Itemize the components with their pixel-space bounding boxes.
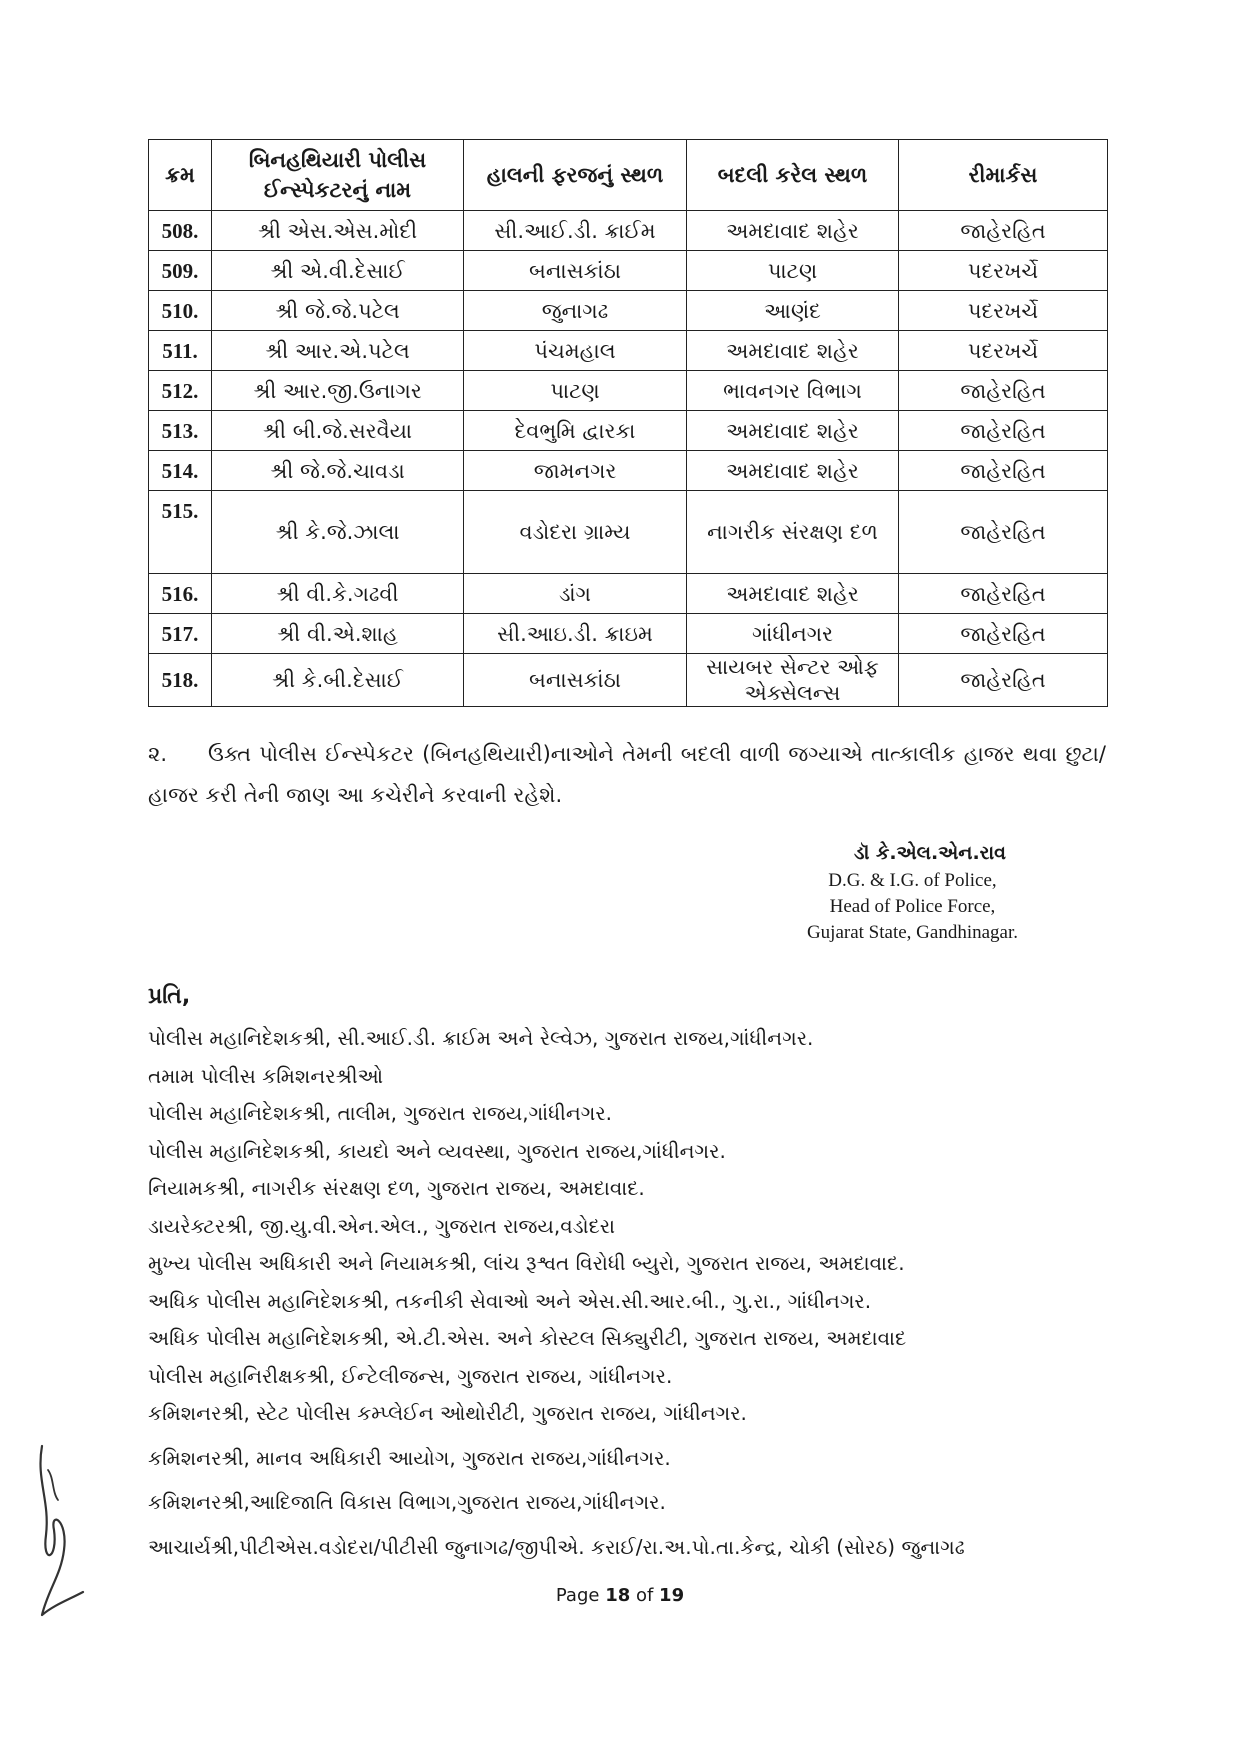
paragraph-text: ઉક્ત પોલીસ ઈન્સ્પેકટર (બિનહથિયારી)નાઓને તેમની બદલી વાળી જગ્યાએ તાત્કાલીક હાજર થવા છુટા/હાજર કરી તેની જાણ આ કચેરીને કરવાની રહેશે. <box>148 742 1106 807</box>
cell-current: જુનાગઢ <box>464 291 687 331</box>
header-transferred-to: બદલી કરેલ સ્થળ <box>687 140 899 211</box>
page-of-label: of <box>630 1585 660 1606</box>
table-row <box>149 411 1108 451</box>
table-row <box>149 491 1108 574</box>
list-item: પોલીસ મહાનિદેશકશ્રી, કાયદો અને વ્યવસ્થા, ગુજરાત રાજય,ગાંધીનગર. <box>148 1138 726 1163</box>
cell-transfer: ભાવનગર વિભાગ <box>687 371 899 411</box>
cell-current: ડાંગ <box>464 574 687 614</box>
signatory-name: ડૉ કે.એલ.એન.રાવ <box>854 842 1006 864</box>
table-row <box>149 291 1108 331</box>
cell-remarks: પદરખર્ચે <box>899 331 1108 371</box>
distribution-heading: પ્રતિ, <box>148 984 191 1009</box>
cell-remarks: પદરખર્ચે <box>899 251 1108 291</box>
cell-remarks: જાહેરહિત <box>899 574 1108 614</box>
cell-current: દેવભુમિ દ્વારકા <box>464 411 687 451</box>
cell-current: સી.આઈ.ડી. ક્રાઈમ <box>464 211 687 251</box>
cell-name: શ્રી એ.વી.દેસાઈ <box>212 251 464 291</box>
cell-remarks: જાહેરહિત <box>899 654 1108 707</box>
cell-transfer: પાટણ <box>687 251 899 291</box>
cell-remarks: પદરખર્ચે <box>899 291 1108 331</box>
cell-name: શ્રી જે.જે.ચાવડા <box>212 451 464 491</box>
table-row <box>149 614 1108 654</box>
cell-current: બનાસકાંઠા <box>464 654 687 707</box>
paragraph-number: ૨. <box>148 742 168 766</box>
cell-name: શ્રી કે.જે.ઝાલા <box>212 491 464 574</box>
cell-name: શ્રી વી.એ.શાહ <box>212 614 464 654</box>
cell-serial: 508. <box>149 211 212 251</box>
cell-transfer: સાયબર સેન્ટર ઓફ એક્સેલન્સ <box>687 654 899 707</box>
page-label: Page <box>555 1585 606 1606</box>
cell-transfer: અમદાવાદ શહેર <box>687 451 899 491</box>
cell-name: શ્રી આર.એ.પટેલ <box>212 331 464 371</box>
table-header-row <box>149 140 1108 211</box>
list-item: કમિશનરશ્રી, માનવ અધિકારી આયોગ, ગુજરાત રાજય,ગાંધીનગર. <box>148 1445 671 1470</box>
transfer-table <box>148 139 1108 707</box>
cell-transfer: નાગરીક સંરક્ષણ દળ <box>687 491 899 574</box>
cell-current: સી.આઇ.ડી. ક્રાઇમ <box>464 614 687 654</box>
cell-remarks: જાહેરહિત <box>899 211 1108 251</box>
list-item: મુખ્ય પોલીસ અધિકારી અને નિયામકશ્રી, લાંચ રૂશ્વત વિરોધી બ્યુરો, ગુજરાત રાજય, અમદાવાદ. <box>148 1251 905 1275</box>
distribution-list <box>148 1020 1118 1566</box>
list-item: ડાયરેક્ટરશ્રી, જી.યુ.વી.એન.એલ., ગુજરાત રાજય,વડોદરા <box>148 1213 616 1238</box>
cell-serial: 515. <box>149 491 212 574</box>
cell-current: જામનગર <box>464 451 687 491</box>
cell-current: પાટણ <box>464 371 687 411</box>
cell-transfer: અમદાવાદ શહેર <box>687 211 899 251</box>
header-serial: ક્રમ <box>149 140 212 211</box>
signatory-designation-2: Head of Police Force, <box>829 896 996 917</box>
list-item: પોલીસ મહાનિદેશકશ્રી, સી.આઈ.ડી. ક્રાઈમ અને રેલ્વેઝ, ગુજરાત રાજય,ગાંધીનગર. <box>148 1026 814 1050</box>
cell-transfer: ગાંધીનગર <box>687 614 899 654</box>
list-item: અધિક પોલીસ મહાનિદેશકશ્રી, તકનીકી સેવાઓ અને એસ.સી.આર.બી., ગુ.રા., ગાંધીનગર. <box>148 1288 872 1313</box>
header-remarks: રીમાર્કસ <box>899 140 1108 211</box>
cell-transfer: અમદાવાદ શહેર <box>687 331 899 371</box>
signatory-designation-1: D.G. & I.G. of Police, <box>828 870 997 891</box>
cell-transfer: અમદાવાદ શહેર <box>687 411 899 451</box>
cell-remarks: જાહેરહિત <box>899 451 1108 491</box>
cell-remarks: જાહેરહિત <box>899 411 1108 451</box>
signature-block <box>807 838 1018 946</box>
table-row <box>149 451 1108 491</box>
cell-serial: 511. <box>149 331 212 371</box>
list-item: કમિશનરશ્રી,આદિજાતિ વિકાસ વિભાગ,ગુજરાત રાજય,ગાંધીનગર. <box>148 1490 666 1514</box>
cell-name: શ્રી જે.જે.પટેલ <box>212 291 464 331</box>
cell-remarks: જાહેરહિત <box>899 371 1108 411</box>
cell-serial: 510. <box>149 291 212 331</box>
signatory-designation-3: Gujarat State, Gandhinagar. <box>806 922 1018 943</box>
list-item: કમિશનરશ્રી, સ્ટેટ પોલીસ કમ્પ્લેઈન ઓથોરીટી, ગુજરાત રાજય, ગાંધીનગર. <box>148 1401 747 1425</box>
list-item: પોલીસ મહાનિરીક્ષકશ્રી, ઈન્ટેલીજન્સ, ગુજરાત રાજય, ગાંધીનગર. <box>148 1363 673 1388</box>
list-item: તમામ પોલીસ કમિશનરશ્રીઓ <box>148 1063 384 1088</box>
cell-transfer: અમદાવાદ શહેર <box>687 574 899 614</box>
cell-current: બનાસકાંઠા <box>464 251 687 291</box>
cell-name: શ્રી આર.જી.ઉનાગર <box>212 371 464 411</box>
table-row <box>149 654 1108 707</box>
list-item: આચાર્યશ્રી,પીટીએસ.વડોદરા/પીટીસી જુનાગઢ/જીપીએ. કરાઈ/રા.અ.પો.તા.કેન્દ્ર, ચોકી (સોરઠ) જુનાગઢ <box>148 1534 965 1559</box>
header-name: બિનહથિયારી પોલીસ ઈન્સ્પેકટરનું નામ <box>212 140 464 211</box>
cell-serial: 509. <box>149 251 212 291</box>
cell-serial: 518. <box>149 654 212 707</box>
header-current-posting: હાલની ફરજનું સ્થળ <box>464 140 687 211</box>
instruction-paragraph <box>148 734 1106 816</box>
list-item: પોલીસ મહાનિદેશકશ્રી, તાલીમ, ગુજરાત રાજય,ગાંધીનગર. <box>148 1101 613 1125</box>
cell-current: વડોદરા ગ્રામ્ય <box>464 491 687 574</box>
table-row <box>149 211 1108 251</box>
cell-name: શ્રી બી.જે.સરવૈયા <box>212 411 464 451</box>
table-row <box>149 574 1108 614</box>
cell-serial: 516. <box>149 574 212 614</box>
cell-name: શ્રી કે.બી.દેસાઈ <box>212 654 464 707</box>
cell-name: શ્રી એસ.એસ.મોદી <box>212 211 464 251</box>
table-row <box>149 251 1108 291</box>
table-row <box>149 331 1108 371</box>
table-row <box>149 371 1108 411</box>
cell-serial: 514. <box>149 451 212 491</box>
list-item: નિયામકશ્રી, નાગરીક સંરક્ષણ દળ, ગુજરાત રાજય, અમદાવાદ. <box>148 1176 645 1200</box>
page-footer <box>0 1585 1240 1606</box>
page-total: 19 <box>659 1585 685 1606</box>
cell-current: પંચમહાલ <box>464 331 687 371</box>
cell-serial: 517. <box>149 614 212 654</box>
cell-serial: 512. <box>149 371 212 411</box>
page-current: 18 <box>605 1585 631 1606</box>
cell-remarks: જાહેરહિત <box>899 614 1108 654</box>
cell-serial: 513. <box>149 411 212 451</box>
list-item: અધિક પોલીસ મહાનિદેશકશ્રી, એ.ટી.એસ. અને કોસ્ટલ સિક્યુરીટી, ગુજરાત રાજય, અમદાવાદ <box>148 1326 907 1350</box>
cell-remarks: જાહેરહિત <box>899 491 1108 574</box>
cell-transfer: આણંદ <box>687 291 899 331</box>
cell-name: શ્રી વી.કે.ગઢવી <box>212 574 464 614</box>
